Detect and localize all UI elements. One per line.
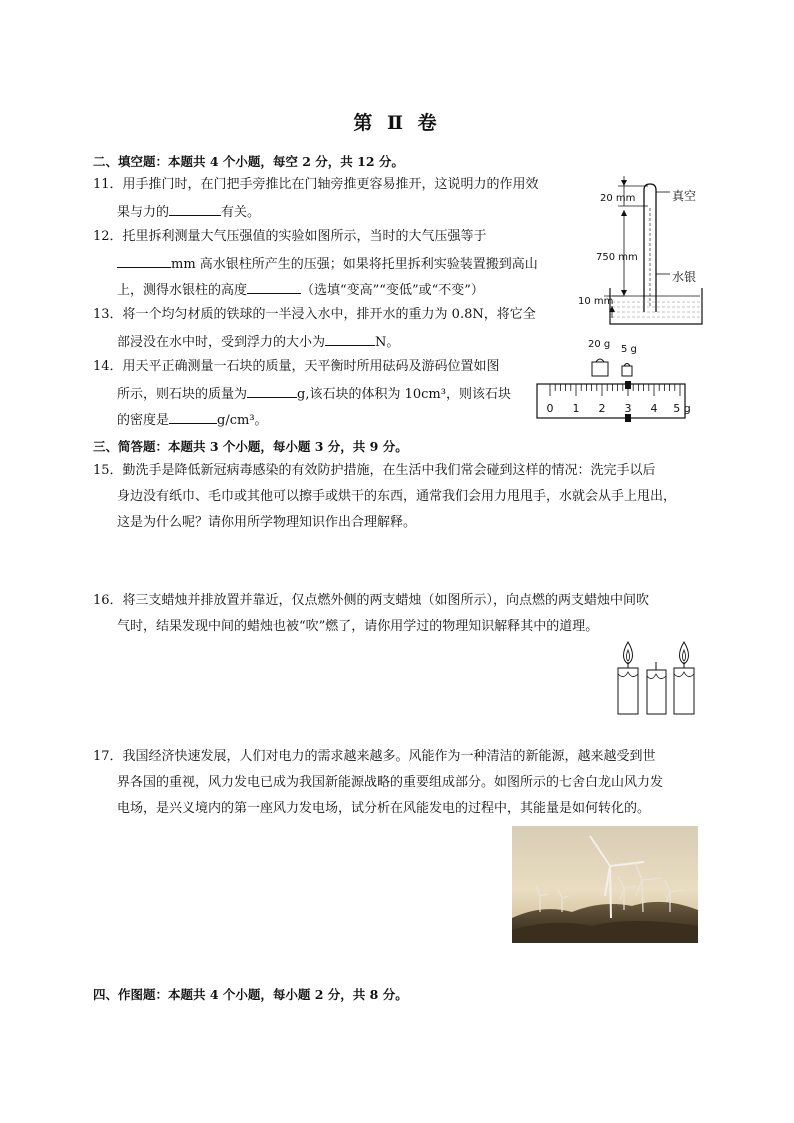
q13-text-a: 部浸没在水中时，受到浮力的大小为	[117, 335, 326, 350]
section-fill-heading: 二、填空题：本题共 4 个小题，每空 2 分，共 12 分。	[93, 154, 404, 169]
q16-line1: 16．将三支蜡烛并排放置并靠近，仅点燃外侧的两支蜡烛（如图所示），向点燃的两支蜡烛中间吹	[93, 593, 650, 608]
q11-line1: 11．用手推门时，在门把手旁推比在门轴旁推更容易推开，这说明力的作用效	[93, 177, 539, 192]
q11-text-b: 有关。	[221, 205, 261, 220]
candle-left	[618, 642, 638, 714]
q12-text-d: （选填“变高”“变低”或“不变”）	[301, 283, 484, 298]
q16-line2: 气时，结果发现中间的蜡烛也被“吹”燃了，请你用学过的物理知识解释其中的道理。	[117, 619, 599, 634]
q17-line2: 界各国的重视，风力发电已成为我国新能源战略的重要组成部分。如图所示的七舍白龙山风力发	[117, 775, 664, 790]
torricelli-mid-label: 750 mm	[596, 252, 638, 263]
q15-line3: 这是为什么呢？请你用所学物理知识作出合理解释。	[117, 515, 417, 530]
candles-figure	[610, 640, 702, 716]
q12-answer-blank-2[interactable]	[247, 279, 301, 294]
rider-scale-frame	[537, 384, 685, 418]
torricelli-vacuum-label: 真空	[672, 189, 697, 203]
q12-answer-blank-1[interactable]	[117, 253, 171, 268]
q14-text-a: 所示，则石块的质量为	[117, 387, 248, 402]
scale-tick-label: 0	[546, 402, 554, 415]
weight-20g-label: 20 g	[588, 339, 611, 350]
rider-marker-top	[625, 381, 631, 389]
q15-line2: 身边没有纸巾、毛巾或其他可以擦手或烘干的东西，通常我们会用力甩甩手，水就会从手上甩出，	[117, 489, 677, 504]
q14-line1: 14．用天平正确测量一石块的质量，天平衡时所用砝码及游码位置如图	[93, 359, 500, 374]
q12-line2	[117, 253, 538, 275]
q14-line3	[117, 409, 268, 431]
q17-line3: 电场，是兴义境内的第一座风力发电场，试分析在风能发电的过程中，其能量是如何转化的。	[117, 801, 651, 816]
q11-answer-blank[interactable]	[169, 201, 221, 216]
torricelli-mercury-label: 水银	[672, 270, 697, 284]
q12-line1: 12．托里拆利测量大气压强值的实验如图所示，当时的大气压强等于	[93, 229, 487, 244]
q14-text-b: g,该石块的体积为 10cm³，则该石块	[297, 387, 511, 402]
rider-marker-bottom	[625, 414, 631, 422]
scale-tick-label: 2	[598, 402, 606, 415]
q14-answer-blank-1[interactable]	[247, 383, 297, 398]
weights-figure	[586, 352, 636, 378]
q14-answer-blank-2[interactable]	[169, 409, 217, 424]
weight-5g-label: 5 g	[621, 344, 637, 355]
candle-middle	[647, 662, 666, 714]
page-title: 第 Ⅱ 卷	[353, 112, 441, 134]
q17-line1: 17．我国经济快速发展，人们对电力的需求越来越多。风能作为一种清洁的新能源，越来越受到世	[93, 749, 656, 764]
rider-scale	[536, 380, 691, 424]
torricelli-bottom-label: 10 mm	[578, 296, 614, 307]
candle-right	[674, 642, 694, 714]
q12-line3	[117, 279, 484, 301]
q14-text-d: g/cm³。	[217, 413, 268, 428]
q15-line1: 15．勤洗手是降低新冠病毒感染的有效防护措施，在生活中我们常会碰到这样的情况：洗完手以后	[93, 463, 656, 478]
q11-line2	[117, 201, 260, 223]
section-draw-heading: 四、作图题：本题共 4 个小题，每小题 2 分，共 8 分。	[93, 987, 408, 1002]
q14-line2	[117, 383, 511, 405]
q12-text-b: mm 高水银柱所产生的压强；如果将托里拆利实验装置搬到高山	[171, 257, 538, 272]
q11-text-a: 果与力的	[117, 205, 170, 220]
wind-farm-photo	[512, 826, 698, 943]
q13-line2	[117, 331, 399, 353]
scale-tick-label: 3	[624, 402, 632, 415]
scale-tick-label: 4	[650, 402, 658, 415]
torricelli-top-label: 20 mm	[600, 193, 636, 204]
section-short-heading: 三、简答题：本题共 3 个小题，每小题 3 分，共 9 分。	[93, 439, 408, 454]
q13-text-b: N。	[375, 335, 400, 350]
q14-text-c: 的密度是	[117, 413, 170, 428]
q13-answer-blank[interactable]	[325, 331, 375, 346]
q12-text-c: 上，测得水银柱的高度	[117, 283, 248, 298]
q13-line1: 13．将一个均匀材质的铁球的一半浸入水中，排开水的重力为 0.8N，将它全	[93, 307, 536, 322]
scale-tick-label: 1	[572, 402, 580, 415]
scale-tick-label: 5 g	[673, 402, 691, 415]
